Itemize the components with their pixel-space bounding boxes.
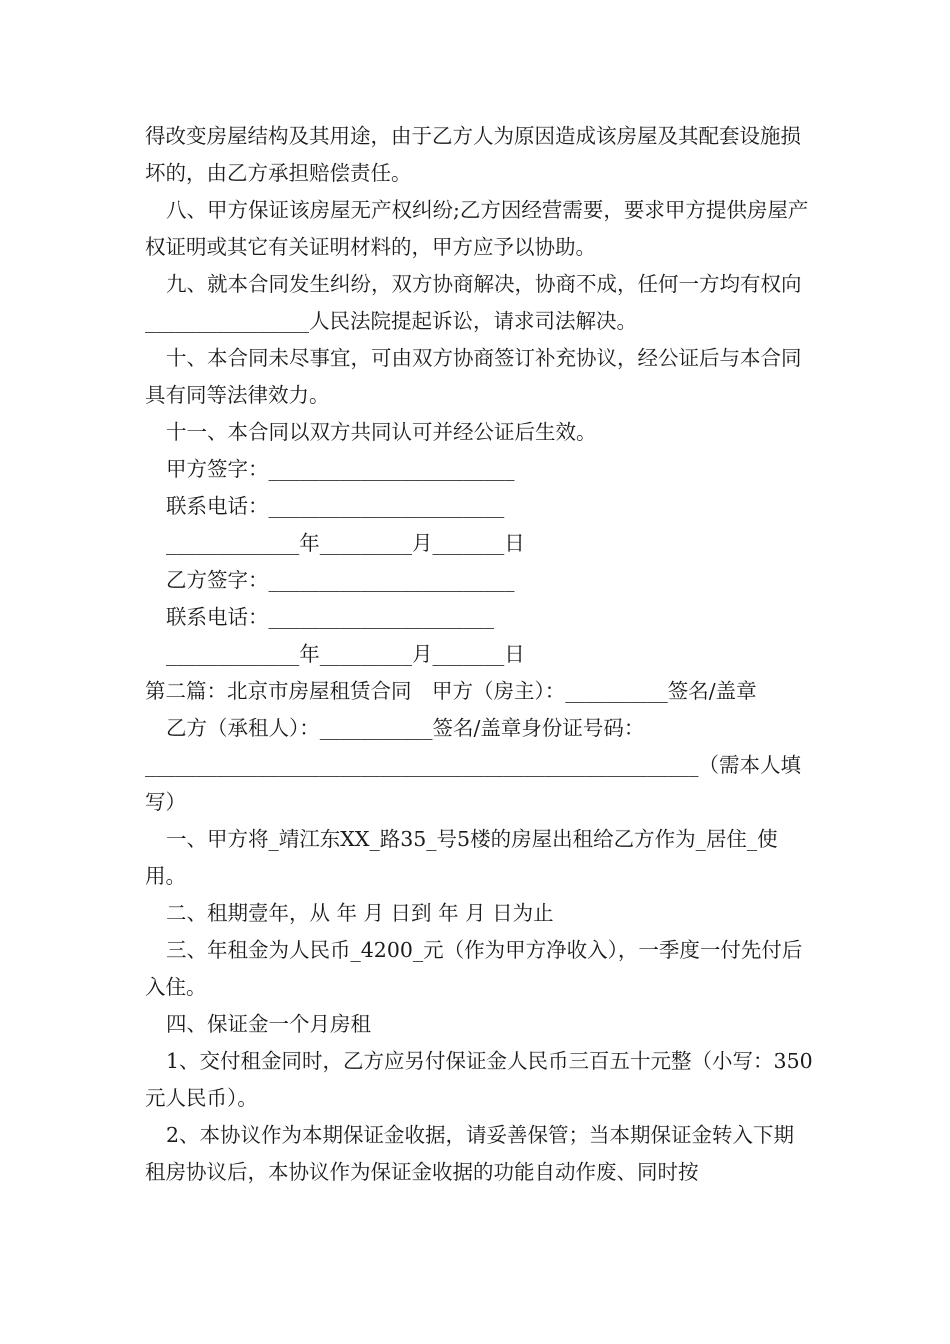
section-two-heading: 第二篇：北京市房屋租赁合同 甲方（房主）：__________签名/盖章 bbox=[145, 679, 757, 703]
party-b-phone-line: 联系电话：______________________ bbox=[166, 605, 494, 629]
lease-clause-2: 二、租期壹年，从 年 月 日到 年 月 日为止 bbox=[166, 901, 554, 925]
paragraph-clause-11: 十一、本合同以双方共同认可并经公证后生效。 bbox=[166, 420, 597, 444]
lessee-info-line: 乙方（承租人）：___________签名/盖章身份证号码：______________________________________________________（需本人填写） bbox=[145, 716, 801, 814]
party-a-signature-line: 甲方签字：________________________ bbox=[166, 457, 515, 481]
paragraph-clause-10: 十、本合同未尽事宜，可由双方协商签订补充协议，经公证后与本合同具有同等法律效力。 bbox=[145, 346, 802, 407]
deposit-item-2: 2、本协议作为本期保证金收据，请妥善保管；当本期保证金转入下期租房协议后，本协议作为保证金收据的功能自动作废、同时按 bbox=[145, 1123, 795, 1184]
paragraph-clause-9: 九、就本合同发生纠纷，双方协商解决，协商不成，任何一方均有权向________________人民法院提起诉讼，请求司法解决。 bbox=[145, 272, 802, 333]
paragraph-1: 得改变房屋结构及其用途，由于乙方人为原因造成该房屋及其配套设施损坏的，由乙方承担赔偿责任。 bbox=[145, 124, 801, 185]
party-b-date-line: _____________年_________月_______日 bbox=[166, 642, 525, 666]
contract-text bbox=[145, 118, 813, 1191]
paragraph-clause-8: 八、甲方保证该房屋无产权纠纷;乙方因经营需要，要求甲方提供房屋产权证明或其它有关证明材料的，甲方应予以协助。 bbox=[145, 198, 809, 259]
party-a-date-line: _____________年_________月_______日 bbox=[166, 531, 525, 555]
party-a-phone-line: 联系电话：_______________________ bbox=[166, 494, 505, 518]
lease-clause-1: 一、甲方将_靖江东XX_路35_号5楼的房屋出租给乙方作为_居住_使用。 bbox=[145, 827, 778, 888]
party-b-signature-line: 乙方签字：________________________ bbox=[166, 568, 515, 592]
lease-clause-4: 四、保证金一个月房租 bbox=[166, 1012, 371, 1036]
deposit-item-1: 1、交付租金同时，乙方应另付保证金人民币三百五十元整（小写：350元人民币）。 bbox=[145, 1049, 813, 1110]
lease-clause-3: 三、年租金为人民币_4200_元（作为甲方净收入），一季度一付先付后入住。 bbox=[145, 938, 803, 999]
